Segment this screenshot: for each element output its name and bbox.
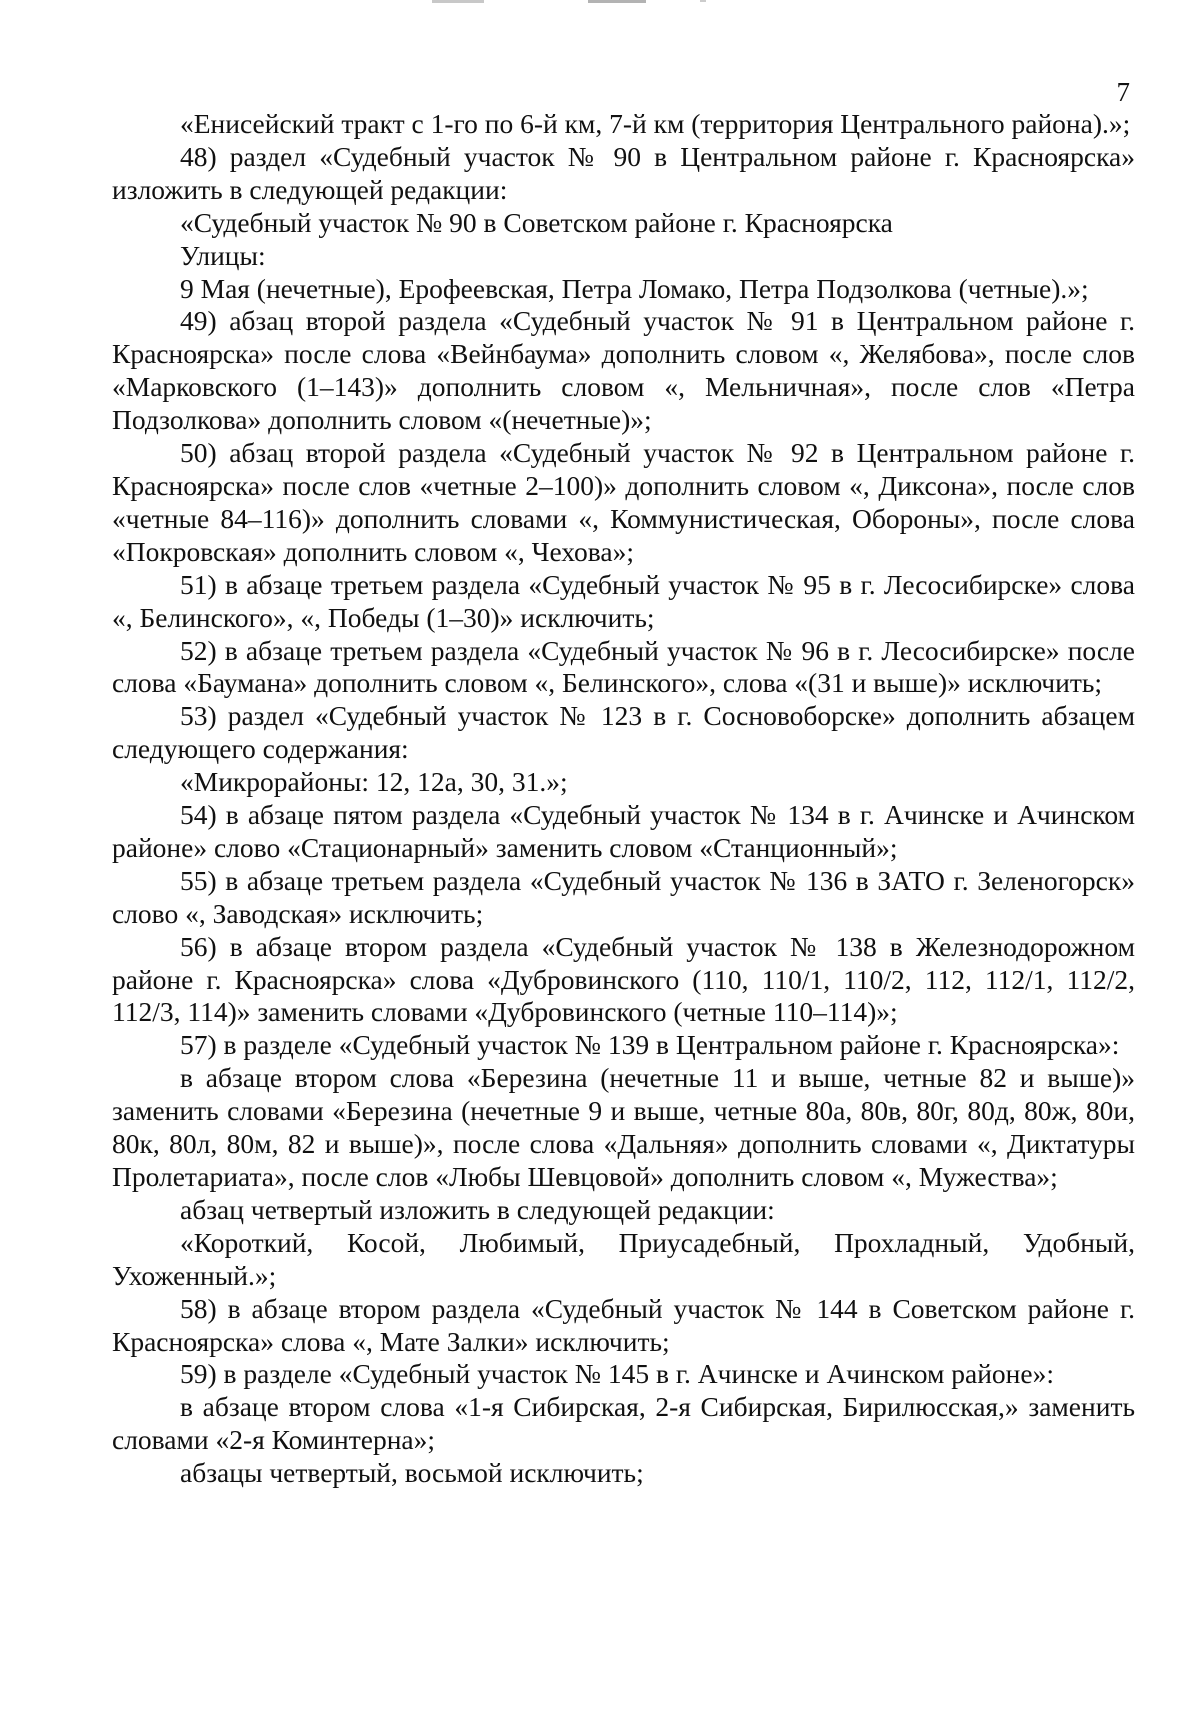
paragraph: 50) абзац второй раздела «Судебный участок № 92 в Центральном районе г. Красноярска» после слов «четные 2–100)» дополнить словом «, Диксона», после слов «четные 84–116)» дополнить словами «, Коммунистическая, Обороны», после слова «Покровская» дополнить словом «, Чехова»;: [112, 437, 1135, 567]
paragraph: абзацы четвертый, восьмой исключить;: [180, 1457, 644, 1489]
paragraph: «Короткий, Косой, Любимый, Приусадебный, Прохладный, Удобный, Ухоженный.»;: [112, 1226, 1135, 1291]
paragraph: абзац четвертый изложить в следующей редакции:: [180, 1193, 775, 1225]
document-body: [112, 108, 1135, 1490]
paragraph: 49) абзац второй раздела «Судебный участок № 91 в Центральном районе г. Красноярска» после слова «Вейнбаума» дополнить словом «, Желябова», после слов «Марковского (1–143)» дополнить словом «, Мельничная», после слов «Петра Подзолкова» дополнить словом «(нечетные)»;: [112, 305, 1135, 436]
paragraph: 56) в абзаце втором раздела «Судебный участок № 138 в Железнодорожном районе г. Красноярска» слова «Дубровинского (110, 110/1, 110/2, 112, 112/1, 112/2, 112/3, 114)» заменить словами «Дубровинского (четные 110–114)»;: [112, 930, 1135, 1028]
paragraph: 58) в абзаце втором раздела «Судебный участок № 144 в Советском районе г. Красноярска» слова «, Мате Залки» исключить;: [112, 1292, 1135, 1357]
paragraph: «Судебный участок № 90 в Советском районе г. Красноярска: [180, 206, 893, 238]
paragraph: 55) в абзаце третьем раздела «Судебный участок № 136 в ЗАТО г. Зеленогорск» слово «, Заводская» исключить;: [112, 864, 1135, 929]
paragraph: 59) в разделе «Судебный участок № 145 в г. Ачинске и Ачинском районе»:: [180, 1358, 1054, 1390]
paragraph: 9 Мая (нечетные), Ерофеевская, Петра Ломако, Петра Подзолкова (четные).»;: [180, 272, 1089, 304]
paragraph: «Енисейский тракт с 1-го по 6-й км, 7-й км (территория Центрального района).»;: [180, 108, 1131, 139]
paragraph: 57) в разделе «Судебный участок № 139 в Центральном районе г. Красноярска»:: [180, 1029, 1120, 1061]
scan-artifact: [588, 0, 646, 3]
paragraph: 53) раздел «Судебный участок № 123 в г. Сосновоборске» дополнить абзацем следующего содержания:: [112, 700, 1135, 765]
paragraph: в абзаце втором слова «Березина (нечетные 11 и выше, четные 82 и выше)» заменить словами «Березина (нечетные 9 и выше, четные 80а, 80в, 80г, 80д, 80ж, 80и, 80к, 80л, 80м, 82 и выше)», после слова «Дальняя» дополнить словами «, Диктатуры Пролетариата», после слов «Любы Шевцовой» дополнить словом «, Мужества»;: [112, 1062, 1135, 1192]
paragraph: «Микрорайоны: 12, 12а, 30, 31.»;: [180, 766, 568, 798]
paragraph: Улицы:: [180, 239, 266, 271]
paragraph: 54) в абзаце пятом раздела «Судебный участок № 134 в г. Ачинске и Ачинском районе» слово «Стационарный» заменить словом «Станционный»;: [112, 799, 1135, 863]
scan-artifact: [700, 0, 706, 2]
paragraph: в абзаце втором слова «1-я Сибирская, 2-я Сибирская, Бирилюсская,» заменить словами «2-я Коминтерна»;: [112, 1391, 1135, 1456]
paragraph: 51) в абзаце третьем раздела «Судебный участок № 95 в г. Лесосибирске» слова «, Белинского», «, Победы (1–30)» исключить;: [112, 568, 1135, 633]
scan-artifact: [432, 0, 484, 3]
paragraph: 48) раздел «Судебный участок № 90 в Центральном районе г. Красноярска» изложить в следующей редакции:: [112, 140, 1135, 205]
paragraph: 52) в абзаце третьем раздела «Судебный участок № 96 в г. Лесосибирске» после слова «Баумана» дополнить словом «, Белинского», слова «(31 и выше)» исключить;: [112, 634, 1135, 699]
page-number: 7: [1116, 77, 1130, 107]
